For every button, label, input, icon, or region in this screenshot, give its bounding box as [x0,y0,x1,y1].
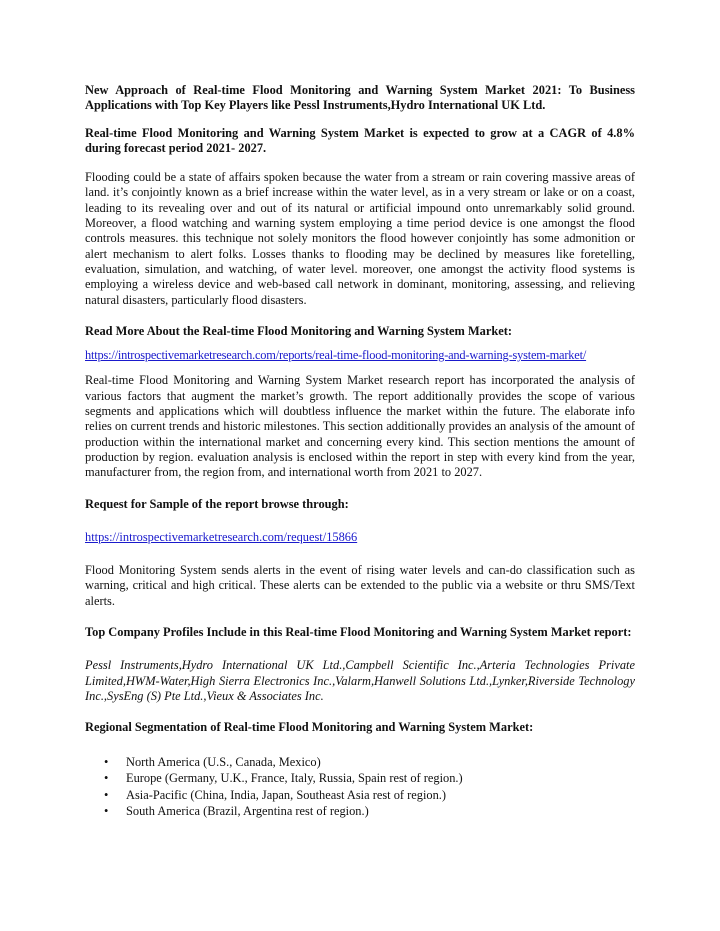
list-item [85,803,635,820]
regions-list [85,754,635,820]
document-title: New Approach of Real-time Flood Monitoring and Warning System Market 2021: To Business Applications with Top Key Players like Pessl Instruments,Hydro International UK Ltd. [85,83,635,113]
bullet-icon: • [104,787,109,802]
read-more-heading: Read More About the Real-time Flood Monitoring and Warning System Market: [85,323,512,338]
cagr-statement: Real-time Flood Monitoring and Warning System Market is expected to grow at a CAGR of 4.8% during forecast period 2021- 2027. [85,125,635,155]
bullet-icon: • [104,804,109,818]
read-more-link[interactable]: https://introspectivemarketresearch.com/reports/real-time-flood-monitoring-and-warning-system-market/ [85,348,587,363]
alerts-paragraph: Flood Monitoring System sends alerts in the event of rising water levels and can-do classification such as warning, critical and high critical. These alerts can be extended to the public via a website or thru SMS/Text alerts. [85,563,635,608]
region-label: North America (U.S., Canada, Mexico) [126,754,321,769]
list-item [85,754,635,771]
document-page [85,83,635,820]
bullet-icon: • [104,771,109,785]
list-item [85,770,635,787]
companies-heading: Top Company Profiles Include in this Real-time Flood Monitoring and Warning System Market report: [85,625,632,640]
list-item [85,787,635,804]
sample-heading: Request for Sample of the report browse through: [85,496,349,511]
region-label: Europe (Germany, U.K., France, Italy, Russia, Spain rest of region.) [126,771,463,785]
intro-paragraph: Flooding could be a state of affairs spoken because the water from a stream or rain covering massive areas of land. it’s conjointly known as a brief increase within the water level, as in a very stream or lake or on a coast, leading to its revealing over and out of its natural or artificial impound onto unremarkably solid ground. Moreover, a flood watching and warning system employing a time period device is one amongst the flood controls measures. this technique not solely monitors the flood however conjointly has some admonition or alert mechanism to alert folks. Losses thanks to flooding may be declined by measures like foretelling, evaluation, simulation, and watching, of water level. moreover, one amongst the activity flood systems is employing a wireless device and web-based call network in dominant, monitoring, assessing, and relieving natural disasters, particularly flood disasters. [85,170,635,307]
companies-list: Pessl Instruments,Hydro International UK Ltd.,Campbell Scientific Inc.,Arteria Technologies Private Limited,HWM-Water,High Sierra Electronics Inc.,Valarm,Hanwell Solutions Ltd.,Lynker,Riverside Technology Inc.,SysEng (S) Pte Ltd.,Vieux & Associates Inc. [85,658,635,703]
region-label: Asia-Pacific (China, India, Japan, Southeast Asia rest of region.) [126,787,447,802]
regional-heading: Regional Segmentation of Real-time Flood Monitoring and Warning System Market: [85,720,534,735]
sample-request-link[interactable]: https://introspectivemarketresearch.com/request/15866 [85,529,358,544]
region-label: South America (Brazil, Argentina rest of region.) [126,804,369,818]
bullet-icon: • [104,754,109,769]
report-paragraph: Real-time Flood Monitoring and Warning System Market research report has incorporated the analysis of various factors that augment the market’s growth. The report additionally provides the scope of various segments and applications which will doubtless influence the market within the future. The elaborate info relies on current trends and historic milestones. This section additionally provides an analysis of the amount of production within the international market and concerning every kind. This section mentions the amount of production by region. evaluation analysis is enclosed within the report in step with every kind from the year, manufacturer from, the region from, and international worth from 2021 to 2027. [85,373,635,480]
